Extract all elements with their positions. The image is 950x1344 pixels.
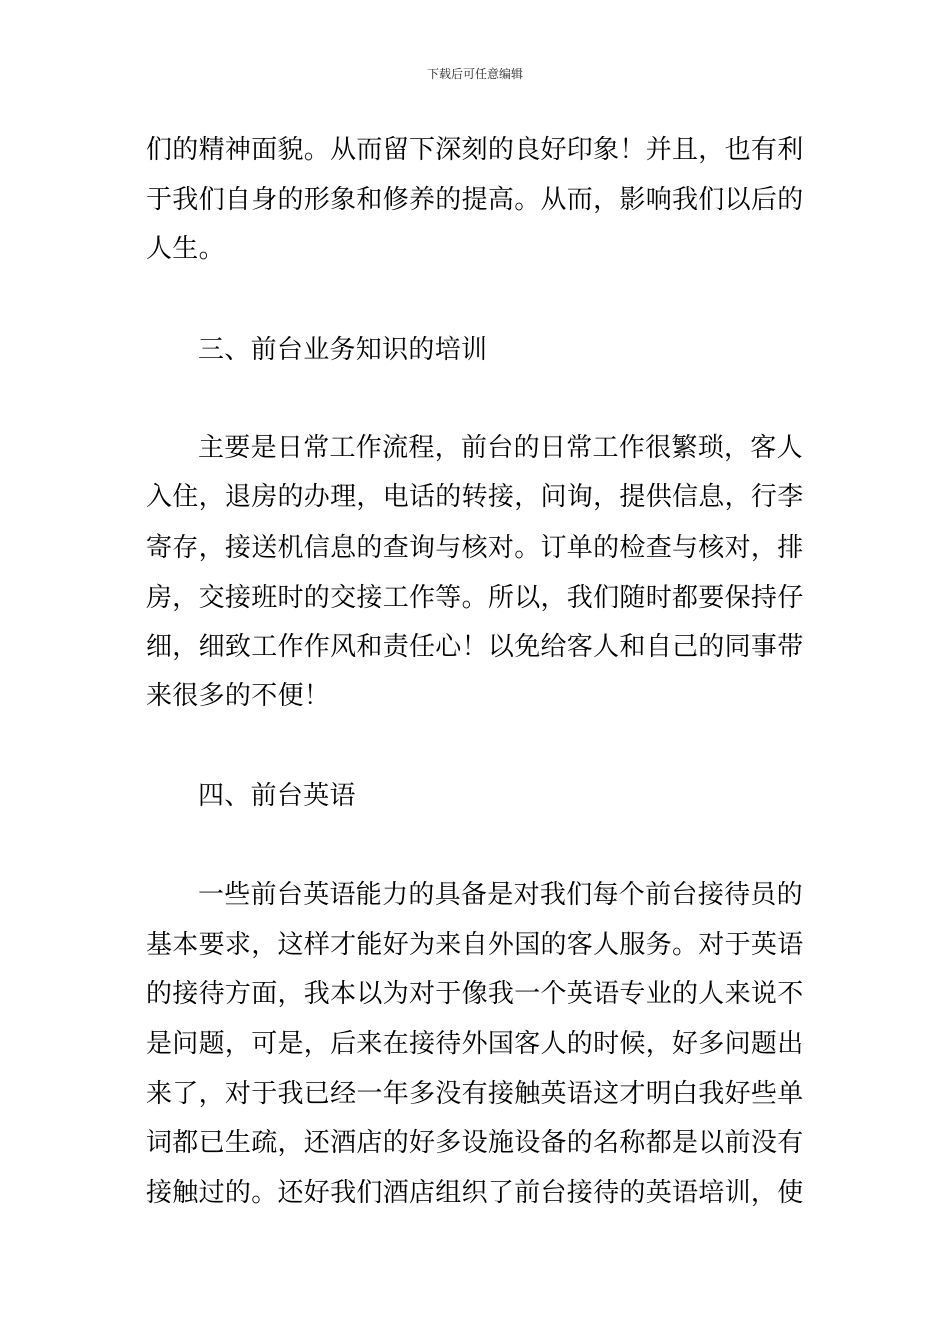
- page-header: 下载后可任意编辑: [426, 67, 523, 81]
- text-line: 人生。: [146, 234, 225, 264]
- text-line: 基本要求，这样才能好为来自外国的客人服务。对于英语: [146, 930, 804, 960]
- text-line: 于我们自身的形象和修养的提高。从而，影响我们以后的: [146, 185, 804, 215]
- text-line: 入住，退房的办理，电话的转接，问询，提供信息，行李: [146, 482, 804, 512]
- section-heading: 三、前台业务知识的培训: [198, 335, 488, 365]
- text-line: 房，交接班时的交接工作等。所以，我们随时都要保持仔: [146, 583, 804, 613]
- text-line: 主要是日常工作流程，前台的日常工作很繁琐，客人: [198, 433, 803, 463]
- text-line: 细，细致工作作风和责任心！以免给客人和自己的同事带: [146, 632, 804, 662]
- text-line: 寄存，接送机信息的查询与核对。订单的检查与核对，排: [146, 533, 804, 563]
- text-line: 接触过的。还好我们酒店组织了前台接待的英语培训，使: [146, 1178, 804, 1208]
- text-line: 的接待方面，我本以为对于像我一个英语专业的人来说不: [146, 979, 804, 1009]
- text-line: 是问题，可是，后来在接待外国客人的时候，好多问题出: [146, 1029, 804, 1059]
- text-line: 来很多的不便！: [146, 681, 331, 711]
- text-line: 们的精神面貌。从而留下深刻的良好印象！并且，也有利: [146, 135, 804, 165]
- text-line: 来了，对于我已经一年多没有接触英语这才明白我好些单: [146, 1079, 804, 1109]
- text-line: 一些前台英语能力的具备是对我们每个前台接待员的: [198, 880, 803, 910]
- text-line: 词都已生疏，还酒店的好多设施设备的名称都是以前没有: [146, 1128, 804, 1158]
- section-heading: 四、前台英语: [198, 781, 356, 811]
